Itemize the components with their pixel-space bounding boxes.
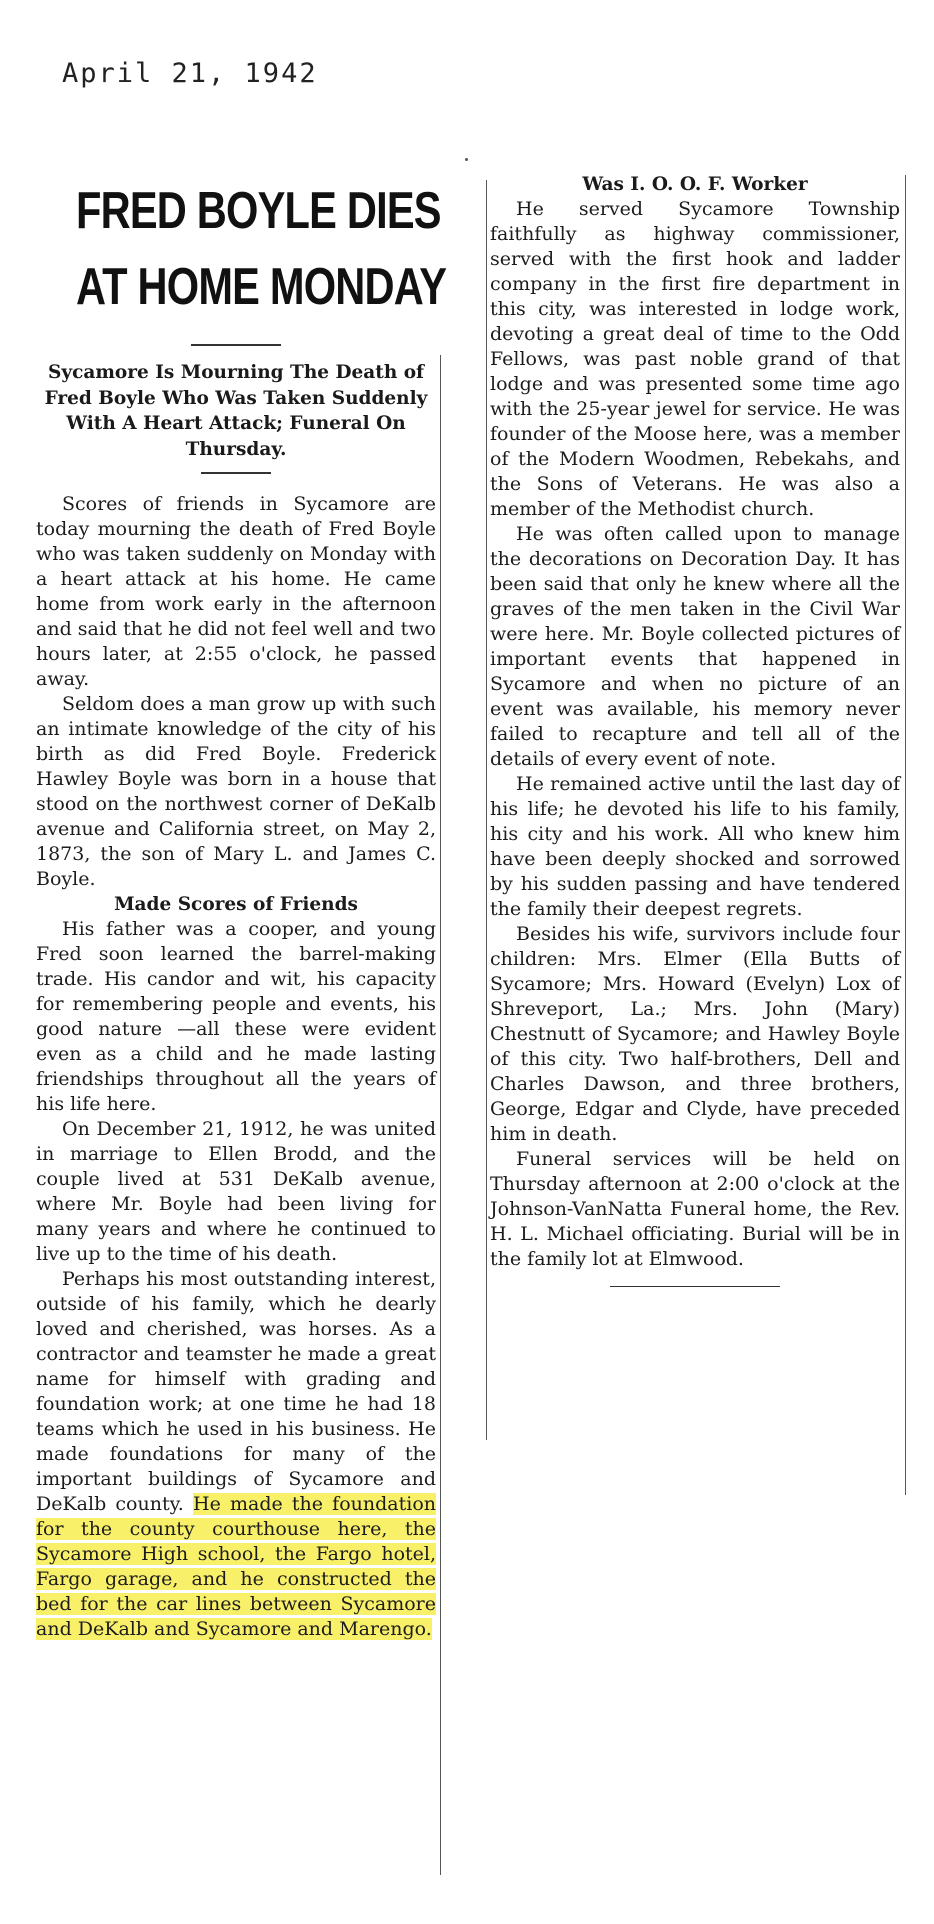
- paragraph-5-text: Perhaps his most outstanding interest, outside of his family, which he dearly loved and cherished, was horses. As a contractor and teamster he made a great name for himself with grading and foundation work; at one time he had 18 teams which he used in his business. He made foundations for many of the important buildings of Sycamore and DeKalb county.: [36, 1268, 436, 1515]
- paragraph-7: He was often called upon to manage the decorations on Decoration Day. It has been said that only he knew where all the graves of the men taken in the Civil War were here. Mr. Boyle collected pictures of important events that happened in Sycamore and when no picture of an event was available, his memory never failed to recapture and tell all of the details of every event of note.: [490, 523, 900, 770]
- headline-line-2: AT HOME MONDAY: [76, 258, 447, 316]
- subhead-made-scores: Made Scores of Friends: [114, 894, 358, 915]
- paragraph-8: He remained active until the last day of his life; he devoted his life to his family, his city and his work. All who knew him have been deeply shocked and sorrowed by his sudden passing and have tendered the family their deepest regrets.: [490, 773, 900, 920]
- column-rule-left: [440, 355, 441, 1875]
- highlighted-passage: He made the foundation for the county courthouse here, the Sycamore High school, the Fargo hotel, Fargo garage, and he constructed the bed for the car lines between Sycamore and DeKalb and Sycamore and Marengo.: [36, 1493, 437, 1640]
- headline-rule: [191, 344, 281, 346]
- deck-rule: [201, 472, 271, 474]
- subhead-ioof: Was I. O. O. F. Worker: [582, 174, 808, 195]
- paragraph-9: Besides his wife, survivors include four children: Mrs. Elmer (Ella Butts of Sycamore; Mrs. Howard (Evelyn) Lox of Shreveport, La.; Mrs. John (Mary) Chestnutt of Sycamore; and Hawley Boyle of this city. Two half-brothers, Dell and Charles Dawson, and three brothers, George, Edgar and Clyde, have preceded him in death.: [490, 923, 900, 1145]
- headline: [36, 176, 447, 322]
- paragraph-6: He served Sycamore Township faithfully as highway commissioner, served with the first hook and ladder company in the first fire department in this city, was interested in lodge work, devoting a great deal of time to the Odd Fellows, was past noble grand of that lodge and was presented some time ago with the 25-year jewel for service. He was founder of the Moose here, was a member of the Modern Woodmen, Rebekahs, and the Sons of Veterans. He was also a member of the Methodist church.: [490, 198, 900, 520]
- paragraph-3: His father was a cooper, and young Fred soon learned the barrel-making trade. His candor and wit, his capacity for remembering people and events, his good nature —all these were evident even as a child and he made lasting friendships throughout all the years of his life here.: [36, 918, 436, 1115]
- paragraph-2: Seldom does a man grow up with such an intimate knowledge of the city of his birth as did Fred Boyle. Frederick Hawley Boyle was born in a house that stood on the northwest corner of DeKalb avenue and California street, on May 2, 1873, the son of Mary L. and James C. Boyle.: [36, 693, 436, 890]
- headline-line-1: FRED BOYLE DIES: [76, 182, 441, 240]
- column-rule-right: [905, 175, 906, 1495]
- paragraph-4: On December 21, 1912, he was united in marriage to Ellen Brodd, and the couple lived at 531 DeKalb avenue, where Mr. Boyle had been living for many years and where he continued to live up to the time of his death.: [36, 1118, 436, 1265]
- paragraph-5: [36, 1267, 436, 1642]
- speck: [465, 158, 468, 161]
- clipping-date: April 21, 1942: [62, 58, 318, 89]
- article-body-left: [36, 492, 436, 1642]
- column-rule-middle: [486, 180, 487, 1440]
- paragraph-1: Scores of friends in Sycamore are today mourning the death of Fred Boyle who was taken suddenly on Monday with a heart attack at his home. He came home from work early in the afternoon and said that he did not feel well and two hours later, at 2:55 o'clock, he passed away.: [36, 493, 436, 690]
- left-column: [36, 170, 447, 1642]
- paragraph-10: Funeral services will be held on Thursday afternoon at 2:00 o'clock at the Johnson-VanNatta Funeral home, the Rev. H. L. Michael officiating. Burial will be in the family lot at Elmwood.: [490, 1148, 900, 1270]
- right-column: [490, 172, 900, 1287]
- article-body-right: [490, 197, 900, 1272]
- end-rule: [610, 1286, 780, 1287]
- deck-subtitle: Sycamore Is Mourning The Death of Fred Boyle Who Was Taken Suddenly With A Heart Attack; Funeral On Thursday.: [44, 362, 428, 460]
